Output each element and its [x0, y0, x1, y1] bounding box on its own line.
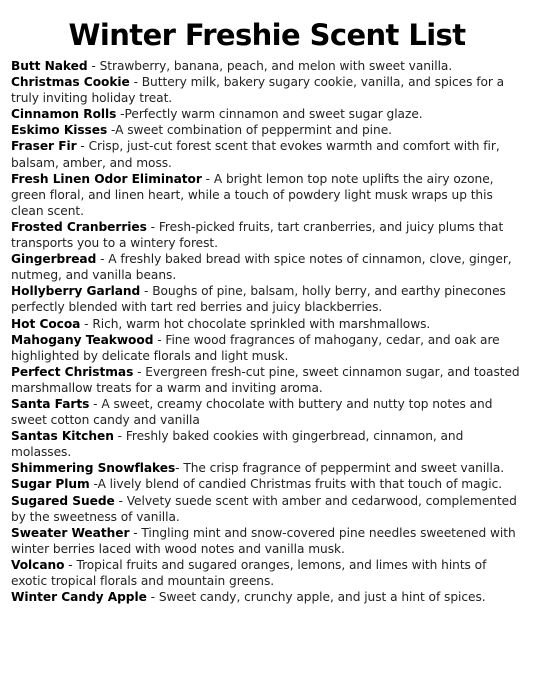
scent-description: Rich, warm hot chocolate sprinkled with marshmallows. — [92, 316, 431, 331]
scent-entry-shimmering-snowflakes — [11, 460, 523, 476]
scent-name: Santa Farts — [11, 396, 90, 411]
scent-entry-volcano — [11, 557, 523, 589]
scent-name: Christmas Cookie — [11, 75, 130, 90]
scent-name: Sugared Suede — [11, 493, 115, 508]
scent-description: A sweet combination of peppermint and pine. — [115, 123, 392, 138]
scent-name: Hot Cocoa — [11, 316, 81, 331]
scent-name: Winter Candy Apple — [11, 590, 147, 605]
scent-description: A lively blend of candied Christmas fruits with that touch of magic. — [97, 477, 503, 492]
scent-entry-frosted-cranberries — [11, 219, 523, 251]
scent-separator: - — [146, 590, 159, 605]
scent-name: Sugar Plum — [11, 477, 90, 492]
scent-name: Gingerbread — [11, 252, 97, 267]
scent-name: Cinnamon Rolls — [11, 107, 117, 122]
scent-entry-sweater-weather — [11, 525, 523, 557]
scent-name: Hollyberry Garland — [11, 284, 141, 299]
scent-separator: - — [107, 123, 116, 138]
scent-description: Tingling mint and snow-covered pine needles sweetened with winter berries laced with wood notes and vanilla musk. — [11, 525, 516, 556]
scent-name: Shimmering Snowflakes — [11, 461, 176, 476]
scent-entry-fraser-fir — [11, 138, 523, 170]
scent-list — [11, 58, 523, 605]
scent-description: Boughs of pine, balsam, holly berry, and earthy pinecones perfectly blended with tart red berries and juicy blackberries. — [11, 284, 506, 315]
scent-separator: - — [87, 59, 100, 73]
scent-name: Perfect Christmas — [11, 364, 134, 379]
scent-separator: - — [129, 75, 142, 90]
scent-entry-cinnamon-rolls — [11, 106, 523, 122]
scent-name: Santas Kitchen — [11, 429, 114, 444]
scent-separator: - — [129, 525, 142, 540]
scent-description: A bright lemon top note uplifts the airy ozone, green floral, and linen heart, while a touch of powdery light musk wraps up this clean scent. — [11, 171, 494, 218]
scent-separator: - — [116, 107, 125, 122]
scent-name: Butt Naked — [11, 59, 88, 73]
scent-description: Strawberry, banana, peach, and melon with sweet vanilla. — [99, 59, 453, 73]
scent-entry-santas-kitchen — [11, 428, 523, 460]
scent-name: Mahogany Teakwood — [11, 332, 154, 347]
scent-description: Evergreen fresh-cut pine, sweet cinnamon sugar, and toasted marshmallow treats for a warm and inviting aroma. — [11, 364, 520, 395]
scent-name: Volcano — [11, 557, 65, 572]
scent-entry-winter-candy-apple — [11, 589, 523, 605]
scent-separator: - — [146, 219, 159, 234]
scent-entry-sugar-plum — [11, 476, 523, 492]
scent-separator: - — [201, 171, 214, 186]
scent-entry-christmas-cookie — [11, 74, 523, 106]
scent-description: Fresh-picked fruits, tart cranberries, and juicy plums that transports you to a wintery forest. — [11, 219, 504, 251]
scent-separator: - — [64, 557, 77, 572]
scent-name: Eskimo Kisses — [11, 123, 108, 138]
scent-description: A sweet, creamy chocolate with buttery and nutty top notes and sweet cotton candy and vanilla — [11, 396, 493, 428]
scent-description: The crisp fragrance of peppermint and sweet vanilla. — [183, 461, 505, 476]
scent-name: Frosted Cranberries — [11, 219, 147, 234]
page-title: Winter Freshie Scent List — [68, 18, 466, 52]
scent-entry-fresh-linen — [11, 171, 523, 219]
scent-separator: - — [114, 493, 127, 508]
scent-description: Tropical fruits and sugared oranges, lemons, and limes with hints of exotic tropical florals and mountain greens. — [11, 557, 487, 588]
scent-description: Crisp, just-cut forest scent that evokes warmth and comfort with fir, balsam, amber, and moss. — [11, 139, 500, 170]
scent-description: Fine wood fragrances of mahogany, cedar, and oak are highlighted by delicate florals and light musk. — [11, 332, 500, 363]
scent-description: Buttery milk, bakery sugary cookie, vanilla, and spices for a truly inviting holiday treat. — [11, 75, 505, 106]
scent-entry-santa-farts — [11, 396, 523, 428]
scent-name: Sweater Weather — [11, 525, 130, 540]
scent-entry-eskimo-kisses — [11, 122, 523, 138]
scent-description: Velvety suede scent with amber and cedarwood, complemented by the sweetness of vanilla. — [11, 493, 517, 524]
scent-entry-perfect-christmas — [11, 364, 523, 396]
scent-entry-sugared-suede — [11, 493, 523, 525]
scent-entry-hollyberry-garland — [11, 283, 523, 315]
scent-separator: - — [96, 252, 109, 267]
scent-separator: - — [133, 364, 146, 379]
scent-separator: - — [175, 461, 184, 476]
scent-description: Freshly baked cookies with gingerbread, cinnamon, and molasses. — [11, 429, 464, 460]
scent-entry-hot-cocoa — [11, 316, 523, 332]
scent-description: A freshly baked bread with spice notes of cinnamon, clove, ginger, nutmeg, and vanilla beans. — [11, 252, 512, 283]
scent-separator: - — [80, 316, 93, 331]
scent-separator: - — [89, 477, 98, 492]
scent-name: Fresh Linen Odor Eliminator — [11, 171, 202, 186]
scent-separator: - — [140, 284, 153, 299]
scent-separator: - — [89, 396, 102, 411]
scent-separator: - — [76, 139, 89, 154]
scent-description: Perfectly warm cinnamon and sweet sugar glaze. — [124, 107, 423, 122]
scent-separator: - — [113, 429, 126, 444]
scent-separator: - — [153, 332, 166, 347]
scent-entry-butt-naked — [11, 58, 523, 74]
scent-entry-gingerbread — [11, 251, 523, 283]
scent-description: Sweet candy, crunchy apple, and just a hint of spices. — [158, 590, 486, 605]
scent-name: Fraser Fir — [11, 139, 77, 154]
scent-entry-mahogany-teakwood — [11, 332, 523, 364]
